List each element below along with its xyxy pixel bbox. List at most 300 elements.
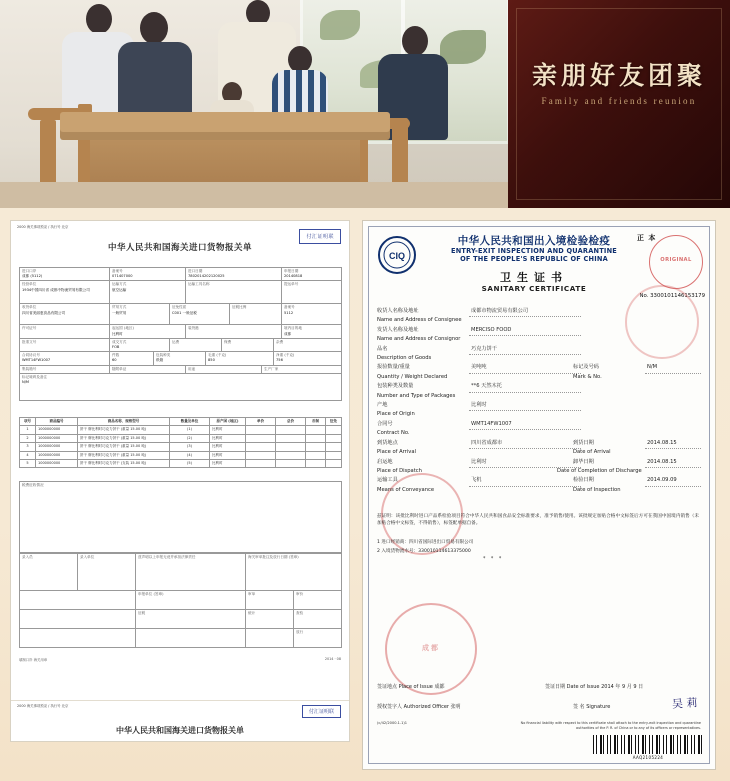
field-label-cn: 产地 [377,402,388,409]
field-label: 境内目的地 [284,326,302,331]
field-value: C001 一般征税 [172,310,197,315]
customs-field-row [20,352,342,365]
field-label: 件数 [112,353,120,358]
family-photo [0,0,508,208]
cell-item-price [246,426,276,433]
customs-field [110,304,170,324]
certificate-field-en [377,429,701,438]
table-row [20,435,342,443]
field-label: 统计 [248,611,256,615]
field-label: 申报日期 [284,269,299,273]
field-label-en: Quantity / Weight Declared [377,373,448,380]
authorized-officer [377,703,461,710]
field-label: 装货港 [188,326,199,331]
customs-field [294,629,342,647]
certificate-subtitle-cn: 卫生证书 [500,271,568,284]
cell-item-total [276,460,306,467]
field-value: 成都市物流贸易有限公司 [469,307,581,317]
date-of-issue [545,683,643,690]
customs-header [11,221,349,265]
top-banner [0,0,730,208]
certificate-number-label: No. [639,293,649,299]
signature-label-en: Signature [586,704,611,710]
field-label: 生产厂家 [264,366,279,371]
field-value: 比利时 [112,331,123,336]
field-label: 包装种类 [156,353,171,358]
field-label-en: Contract No. [377,430,410,437]
officer-value: 张明 [450,704,461,710]
field-value: 一般贸易 [112,310,127,315]
banner-text-panel [508,0,730,208]
customs-bottom-code: 2000 海关事项预录 / 执行号 北京 [17,704,69,708]
customs-field-row [20,482,342,553]
customs-field-row [20,281,342,304]
field-label: 放行 [296,630,304,634]
customs-items-table [19,417,342,468]
field-value: 60 [112,358,117,363]
field-value: 比利时 [469,401,581,411]
customs-field-row [20,325,342,338]
field-label2-en: Mark & No. [573,373,602,380]
cell-item-code: 1000000000 [36,460,78,467]
column-header: 商品编号 [36,418,78,425]
cell-item-name: 饼干 牌比利时巧克力饼干 (重量 15.00 吨) [78,443,170,450]
field-value: 巧克力饼干 [469,345,581,355]
field-label: 贸易方式 [112,305,127,310]
table-row [20,452,342,460]
field-value: 20140818 [284,274,303,279]
customs-footer-left: 填制口岸 海关用章 [19,658,48,662]
field-label-cn: 报验数量/重量 [377,364,410,371]
cell-item-no: 1 [20,426,36,433]
field-label2-cn: 检验日期 [573,477,594,484]
customs-field [186,281,282,303]
certificate-note-1: 1 进口经销商：四川省国际进出口贸易有限公司 [377,540,474,545]
field-value: 美吨吨 [469,363,581,373]
certificate-field [377,439,701,448]
field-label: 录入员 [22,555,33,559]
customs-field-row [20,339,342,352]
photo-foliage [320,10,360,40]
original-seal-icon [649,235,703,289]
photo-floor [0,182,508,208]
field-value: **6 天然木托 [469,382,581,392]
customs-declaration-document [10,220,350,742]
certificate-field [377,326,701,335]
cell-item-currency [306,426,326,433]
customs-field-row [20,366,342,374]
field-value: WMT14FW1007 [469,420,581,430]
certificate-field-en [377,335,701,344]
certificate-field-en [377,354,701,363]
field-value: 飞机 [469,476,581,486]
cell-item-total [276,435,306,442]
customs-field [294,591,342,609]
date-of-issue-label-en: Date of Issue [566,684,600,690]
column-header: 原产国 (地区) [210,418,246,425]
cell-item-price [246,443,276,450]
field-label: 批准文号 [22,339,37,344]
field-value: 纸箱 [156,358,164,363]
customs-field [282,281,342,303]
column-header: 数量及单位 [170,418,210,425]
customs-field [274,352,342,364]
customs-fields-grid [19,267,342,401]
cell-item-no: 3 [20,443,36,450]
field-label: 净重 (千克) [276,353,295,358]
certificate-field-en [377,448,701,457]
customs-field [282,304,342,324]
customs-field [110,325,186,337]
barcode-number: AAQ2105224 [632,755,664,760]
cell-item-name: 饼干 牌比利时巧克力饼干 (重量 15.00 吨) [78,452,170,459]
field-label: 毛重 (千克) [208,353,227,358]
certificate-field [377,307,701,316]
certificate-title-en-line1: ENTRY-EXIT INSPECTION AND QUARANTINE [450,247,617,255]
certificate-field [377,420,701,429]
cell-item-no: 2 [20,435,36,442]
customs-field [20,629,136,647]
cell-item-qty: (2) [170,435,210,442]
field-label: 税费征收情况 [22,483,44,487]
field-label2-en: Date of Arrival [573,449,611,456]
cell-item-origin: 比利时 [210,452,246,459]
field-label: 成交方式 [112,339,127,344]
customs-field-row [20,304,342,325]
field-value: 071407000 [112,274,133,279]
svg-text:CIQ: CIQ [388,251,406,261]
field-value: MERCISO FOOD [469,326,581,336]
field-label-cn: 收货人名称及地址 [377,308,419,314]
customs-footer-line [19,657,341,662]
field-label-en: Name and Address of Consignor [377,336,461,343]
customs-field-row [20,591,342,610]
customs-field [20,610,136,628]
certificate-field [377,382,701,391]
customs-field [154,352,206,364]
customs-title: 中华人民共和国海关进口货物报关单 [107,243,252,253]
field-label: 经营单位 [22,282,37,287]
cell-item-origin: 比利时 [210,426,246,433]
certificate-footer-code: (c/42/2000.1.1)1 [377,721,408,725]
field-value: 比利时 [469,458,581,468]
field-value: 7802014202120025 [188,274,225,279]
certificate-dots: * * * [483,557,504,562]
cell-item-price [246,452,276,459]
field-label-en: Name and Address of Consignee [377,317,462,324]
customs-field [20,366,110,373]
field-value: 四川省成都市 [469,439,581,449]
field-label: 审价 [296,592,304,596]
customs-field [282,325,342,337]
cell-item-exempt [326,426,342,433]
customs-field [20,352,110,364]
field-label: 征税比例 [232,305,247,310]
customs-field-row [20,554,342,591]
customs-items-header [20,418,342,426]
field-label-cn: 包装种类及数量 [377,383,414,390]
field-label: 备案号 [112,269,123,273]
field-label: 集装箱号 [22,366,37,371]
field-label: 录入单位 [80,555,95,559]
cell-item-total [276,443,306,450]
field-label-cn: 品名 [377,345,388,352]
field-label: 合同协议号 [22,353,40,358]
field-value2: N/M [645,363,701,373]
customs-header-code: 2000 海关事项预录 / 执行号 北京 [17,225,69,229]
customs-field [20,554,78,590]
certificate-subtitle-en: SANITARY CERTIFICATE [481,284,587,293]
cell-item-currency [306,452,326,459]
field-label-en: Place of Dispatch [377,467,422,474]
customs-field [110,268,186,280]
customs-field [78,554,136,590]
customs-field-row [20,610,342,629]
certificate-field-en [377,392,701,401]
field-label: 进口日期 [188,269,203,273]
field-label: 用途 [188,366,196,371]
field-label: 随附单证 [112,366,127,371]
certificate-note-2: 2 入境货物流水号：330010114613375000 [377,549,471,554]
field-value: WMT14FW1007 [22,358,51,363]
field-label2-cn: 卸毕日期 [573,458,594,465]
field-label: 审单 [248,592,256,596]
field-value: 5112 [284,310,294,315]
customs-field [206,352,274,364]
cell-item-name: 饼干 牌比利时巧克力饼干 (支装 15.00 吨) [78,460,170,467]
customs-stamp-label: 付汇证明联 [299,229,341,244]
field-label: 备案号 [284,305,295,310]
cell-item-code: 1000000000 [36,435,78,442]
field-value2: 2014.08.15 [645,439,701,449]
cell-item-origin: 比利时 [210,443,246,450]
customs-field [136,610,246,628]
photo-foliage [440,30,486,64]
customs-field [222,339,274,351]
cell-item-exempt [326,435,342,442]
signature-field [573,703,610,710]
customs-field [110,281,186,303]
table-row [20,443,342,451]
handwritten-signature: 吴 莉 [671,696,698,711]
field-value: N/M [22,380,29,385]
field-label2-en: Date of Completion of Discharge [557,467,642,474]
cell-item-currency [306,443,326,450]
officer-label-cn: 授权签字人 [377,704,403,710]
customs-field [170,304,230,324]
field-label: 提运单号 [284,282,299,287]
customs-field-row [20,374,342,401]
barcode-bars [593,735,703,754]
customs-marks-field [20,374,342,400]
field-value2: 2014.09.09 [645,476,701,486]
column-header: 项号 [20,418,36,425]
certificate-field [377,401,701,410]
field-label: 征税 [138,611,146,615]
field-label-en: Number and Type of Packages [377,392,456,399]
cell-item-name: 饼干 牌比利时巧克力饼干 (重量 15.00 吨) [78,435,170,442]
customs-field [136,629,246,647]
seal-text: 成都 [422,644,440,652]
cell-item-currency [306,435,326,442]
officer-label-en: Authorized Officer [403,704,449,710]
certificate-field [377,458,701,467]
field-label: 起运国 (地区) [112,326,134,331]
cell-item-total [276,452,306,459]
field-label-cn: 运输工具 [377,477,398,484]
certificate-field-en [377,410,701,419]
cell-item-origin: 比利时 [210,435,246,442]
date-of-issue-value: 2014 年 9 月 9 日 [601,684,644,690]
column-header: 单价 [246,418,276,425]
field-label2-cn: 到货日期 [573,439,594,446]
cell-item-code: 1000000000 [36,443,78,450]
signature-label-cn: 签 名 [573,704,585,710]
customs-field [170,339,222,351]
field-value: 1934中国四川省 成都中物流贸易有限公司 [22,287,90,292]
place-of-issue-label-en: Place of Issue [398,684,433,690]
barcode [593,735,703,761]
customs-field [20,325,110,337]
field-label: 运输工具名称 [188,282,210,287]
field-label: 查验 [296,611,304,615]
sanitary-certificate-document [362,220,716,770]
issuing-authority-seal-icon [385,603,477,695]
customs-field [282,268,342,280]
field-label: 进口口岸 [22,269,37,273]
cell-item-code: 1000000000 [36,452,78,459]
field-label2-en: Date of Inspection [573,486,621,493]
certificate-field [377,363,701,372]
customs-field [246,610,294,628]
certificate-field-en [377,373,701,382]
certificate-title-cn: 中华人民共和国出入境检验检疫 [457,235,611,247]
field-label: 收货单位 [22,305,37,310]
field-label: 申报单位 (签章) [138,592,164,596]
customs-tax-field [20,482,342,552]
place-of-issue-label-cn: 签证地点 [377,684,398,690]
customs-field [246,629,294,647]
customs-field [246,554,342,590]
field-label-cn: 合同号 [377,420,393,427]
cell-item-no: 4 [20,452,36,459]
field-label-cn: 发货人名称及地址 [377,326,419,333]
customs-signature-block [19,553,342,648]
cell-item-qty: (4) [170,452,210,459]
customs-field [20,268,110,280]
field-value2: 2014.08.15 [645,458,701,468]
certificate-field [377,476,701,485]
field-label: 兹声明以上申报无讹并承担法律责任 [138,555,196,559]
column-header: 征免 [326,418,342,425]
customs-field [246,591,294,609]
field-label-cn: 到货地点 [377,439,398,446]
customs-field [136,554,246,590]
cell-item-price [246,435,276,442]
place-of-issue [377,683,444,690]
ciq-logo-icon [377,235,417,275]
customs-field [20,281,110,303]
customs-field-row [20,629,342,648]
customs-remark-block [19,481,342,553]
column-header: 币制 [306,418,326,425]
column-header: 总价 [276,418,306,425]
customs-bottom-stamp-label: 付汇证明联 [302,705,341,718]
customs-bottom-title: 中华人民共和国海关进口货物报关单 [116,726,244,735]
cell-item-total [276,426,306,433]
cell-item-no: 5 [20,460,36,467]
certificate-statement: 兹证明：该批比利时进口产品系检验项目符合中华人民共和国食品安全标准要求，准予销售/使用。该批规定加贴合格中文标签后方可在我国中国境内销售（未加贴合格中文标签，不得销售），标签配单据自备。 [377,514,699,527]
banner-title: 亲朋好友团聚 [531,61,706,90]
cell-item-exempt [326,443,342,450]
certificate-legal-note: No financial liability with respect to this certificate shall attach to the entry-exit inspection and quarantine authorities of the P. R. of China or to any of its officers or representatives. [520,721,701,730]
field-value: 756 [276,358,283,363]
field-value: 成都 [284,331,292,336]
table-row [20,460,342,468]
field-label-en: Place of Arrival [377,449,416,456]
cell-item-qty: (5) [170,460,210,467]
customs-field [110,352,154,364]
cell-item-price [246,460,276,467]
customs-field [262,366,342,373]
field-value: FOB [112,345,120,350]
customs-field [136,591,246,609]
column-header: 商品名称、规格型号 [78,418,170,425]
table-row [20,426,342,434]
original-mark-en: ORIGINAL [660,257,692,263]
field-label2-cn: 标记及号码 [573,364,599,371]
field-label-cn: 启运地 [377,458,393,465]
date-of-issue-label-cn: 签证日期 [545,684,566,690]
customs-field [20,339,110,351]
cell-item-name: 饼干 牌比利时巧克力饼干 (重量 15.00 吨) [78,426,170,433]
certificate-number-value: 3300101146153179 [650,293,705,299]
customs-footer-right: 2014 · 08 [324,657,341,661]
certificate-field-en [377,486,701,495]
customs-field [274,339,342,351]
certificate-field-en [377,467,701,476]
customs-field [186,366,262,373]
certificate-title-en-line2: OF THE PEOPLE'S REPUBLIC OF CHINA [460,255,608,263]
customs-field [186,268,282,280]
field-label: 征免性质 [172,305,187,310]
cell-item-exempt [326,460,342,467]
field-value: 四川省美丽惠食品有限公司 [22,310,66,315]
banner-subtitle: Family and friends reunion [541,96,697,106]
customs-field [110,339,170,351]
field-value: 成都 (5112) [22,274,43,279]
original-mark-cn: 正 本 [637,234,657,242]
cell-item-origin: 比利时 [210,460,246,467]
field-label: 保费 [224,339,232,344]
field-label: 海关审单批注及放行日期 (签章) [248,555,299,559]
customs-field [294,610,342,628]
cell-item-currency [306,460,326,467]
customs-bottom-band [11,700,349,741]
field-label: 杂费 [276,339,284,344]
field-label-en: Description of Goods [377,355,432,362]
field-label: 标记唛码及备注 [22,374,48,379]
certificate-field-en [377,316,701,325]
photo-table [60,112,390,132]
original-mark [631,231,705,289]
field-label: 运费 [172,339,180,344]
field-label-en: Means of Conveyance [377,486,435,493]
cell-item-qty: (1) [170,426,210,433]
certificate-fields [377,307,701,495]
field-label: 运输方式 [112,282,127,287]
cell-item-code: 1000000000 [36,426,78,433]
